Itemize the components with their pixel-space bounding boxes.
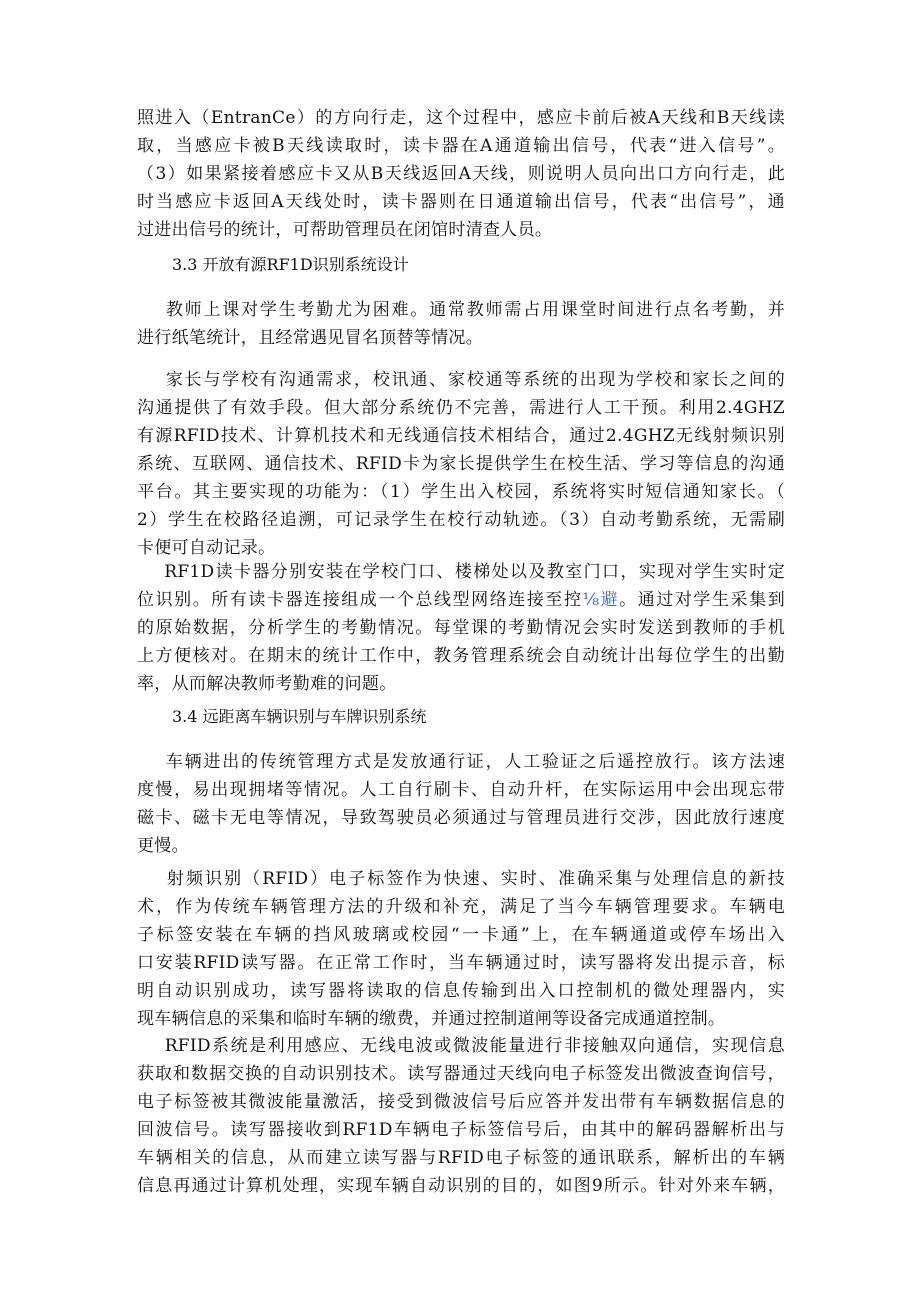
paragraph-intro xyxy=(137,104,785,244)
text-line: 取，当感应卡被B天线读取时，读卡器在A通道输出信号，代表“进入信号”。 xyxy=(137,136,785,156)
text-line: 信息再通过计算机处理，实现车辆自动识别的目的，如图9所示。针对外来车辆， xyxy=(137,1176,785,1196)
text-line: RFID系统是利用感应、无线电波或微波能量进行非接触双向通信，实现信息 xyxy=(137,1036,785,1056)
text-line: 度慢，易出现拥堵等情况。人工自行刷卡、自动升杆，在实际运用中会出现忘带 xyxy=(137,780,785,800)
text-line: 沟通提供了有效手段。但大部分系统仍不完善，需进行人工干预。利用2.4GHZ xyxy=(137,398,785,418)
paragraph-traditional-management xyxy=(137,748,785,860)
text-line: 磁卡、磁卡无电等情况，导致驾驶员必须通过与管理员进行交涉，因此放行速度 xyxy=(137,808,785,828)
text-line: 口安装RFID读写器。在正常工作时，当车辆通过时，读写器将发出提示音，标 xyxy=(137,953,785,973)
text-segment: 。通过对学生采集到 xyxy=(619,590,785,610)
text-line: 更慢。 xyxy=(137,836,189,856)
text-line: 子标签安装在车辆的挡风玻璃或校园“一卡通”上，在车辆通道或停车场出入 xyxy=(137,925,785,945)
section-heading-3-3: 3.3 开放有源RF1D识别系统设计 xyxy=(172,255,409,274)
paragraph-rfid-tags xyxy=(137,865,785,1033)
text-line: 的原始数据，分析学生的考勤情况。每堂课的考勤情况会实时发送到教师的手机 xyxy=(137,618,785,638)
text-line: 术，作为传统车辆管理方法的升级和补充，满足了当今车辆管理要求。车辆电 xyxy=(137,897,785,917)
text-line: 射频识别（RFID）电子标签作为快速、实时、准确采集与处理信息的新技 xyxy=(137,869,785,889)
paragraph-reader-network xyxy=(137,558,785,698)
text-line: 平台。其主要实现的功能为：（1）学生出入校园，系统将实时短信通知家长。（ xyxy=(137,482,785,502)
text-line: 现车辆信息的采集和临时车辆的缴费，并通过控制道闸等设备完成通道控制。 xyxy=(137,1009,726,1029)
section-heading-3-4: 3.4 远距离车辆识别与车牌识别系统 xyxy=(172,707,427,726)
text-segment: 位识别。所有读卡器连接组成一个总线型网络连接至控 xyxy=(137,590,583,610)
garbled-text: ⅛避 xyxy=(582,590,620,610)
paragraph-attendance xyxy=(137,296,785,352)
text-line: 车辆相关的信息，从而建立读写器与RFID电子标签的通讯联系，解析出的车辆 xyxy=(137,1148,785,1168)
text-line: RF1D读卡器分别安装在学校门口、楼梯处以及教室门口，实现对学生实时定 xyxy=(137,562,785,582)
text-line: 时当感应卡返回A天线处时，读卡器则在日通道输出信号，代表“出信号”，通 xyxy=(137,192,785,212)
text-line: 明自动识别成功，读写器将读取的信息传输到出入口控制机的微处理器内，实 xyxy=(137,981,785,1001)
text-line: 有源RFID技术、计算机技术和无线通信技术相结合，通过2.4GHZ无线射频识别 xyxy=(137,426,785,446)
text-line: 电子标签被其微波能量激活，接受到微波信号后应答并发出带有车辆数据信息的 xyxy=(137,1092,785,1112)
text-line: 过进出信号的统计，可帮助管理员在闭馆时清查人员。 xyxy=(137,220,553,240)
text-line: 家长与学校有沟通需求，校讯通、家校通等系统的出现为学校和家长之间的 xyxy=(137,370,785,390)
text-line: 2）学生在校路径追溯，可记录学生在校行动轨迹。（3）自动考勤系统，无需刷 xyxy=(137,510,785,530)
text-line: 率，从而解决教师考勤难的问题。 xyxy=(137,674,397,694)
text-line: 照进入（EntranCe）的方向行走，这个过程中，感应卡前后被A天线和B天线读 xyxy=(137,108,785,128)
text-line: （3）如果紧接着感应卡又从B天线返回A天线，则说明人员向出口方向行走，此 xyxy=(137,164,785,184)
paragraph-home-school xyxy=(137,366,785,562)
text-line: 进行纸笔统计，且经常遇见冒名顶替等情况。 xyxy=(137,328,483,348)
text-line: 教师上课对学生考勤尤为困难。通常教师需占用课堂时间进行点名考勤，并 xyxy=(137,300,785,320)
text-line: 获取和数据交换的自动识别技术。读写器通过天线向电子标签发出微波查询信号， xyxy=(137,1064,785,1084)
text-line: 回波信号。读写器接收到RF1D车辆电子标签信号后，由其中的解码器解析出与 xyxy=(137,1120,785,1140)
text-line: 系统、互联网、通信技术、RFID卡为家长提供学生在校生活、学习等信息的沟通 xyxy=(137,454,785,474)
text-line: 上方便核对。在期末的统计工作中，教务管理系统会自动统计出每位学生的出勤 xyxy=(137,646,785,666)
text-line: 卡便可自动记录。 xyxy=(137,538,276,558)
text-line xyxy=(137,586,785,614)
paragraph-rfid-system xyxy=(137,1032,785,1200)
text-line: 车辆进出的传统管理方式是发放通行证，人工验证之后遥控放行。该方法速 xyxy=(137,752,785,772)
